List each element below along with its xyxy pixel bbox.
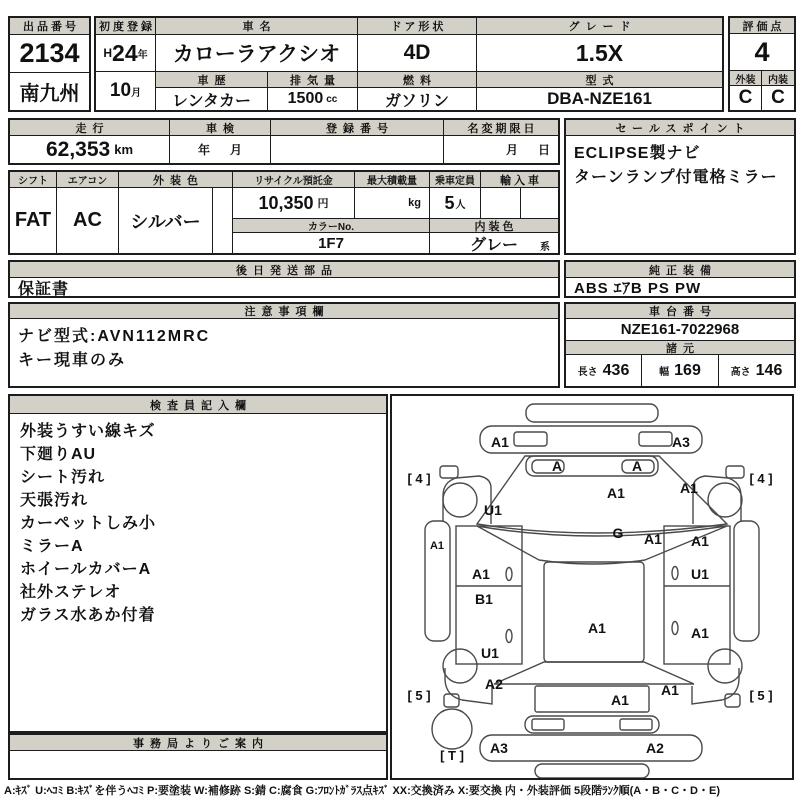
panel-label-door-rear-right: A1 xyxy=(691,625,709,641)
door-handle-fr xyxy=(672,567,678,580)
inspector-note: ミラーA xyxy=(20,538,84,555)
notes-label: 注意事項欄 xyxy=(10,304,558,319)
inspector-note: ガラス水あか付着 xyxy=(20,607,156,624)
color-no-value: 1F7 xyxy=(233,233,430,253)
panel-label-quarter-rear-left-b: A2 xyxy=(485,676,503,692)
grade-value: 1.5X xyxy=(477,35,722,72)
name-change-label: 名変期限日 xyxy=(444,120,558,136)
roof-shape xyxy=(544,562,644,662)
notes-line: キー現車のみ xyxy=(18,352,127,369)
car-diagram xyxy=(392,396,792,778)
model-label: 型式 xyxy=(477,72,722,88)
car-name: カローラアクシオ xyxy=(156,35,358,72)
height-value: 146 xyxy=(755,361,783,379)
legend-text: A:ｷｽﾞ U:ﾍｺﾐ B:ｷｽﾞを伴うﾍｺﾐ P:要塗装 W:補修跡 S:錆 C:腐食 G:ﾌﾛﾝﾄｶﾞﾗｽ点ｷｽﾞ XX:交換済み X:要交換 内・外装評価 5段階ﾗﾝｸ順(A・B・C・D・E) xyxy=(4,785,721,797)
capacity-label: 乗車定員 xyxy=(430,172,481,188)
interior-label: 内装 xyxy=(762,70,794,86)
panel-label-windshield: G xyxy=(612,525,624,541)
shaken-value: 年 月 xyxy=(170,136,271,163)
width-cell: 幅 169 xyxy=(642,355,719,386)
exterior-grade: C xyxy=(730,86,762,110)
genuine-equip-label: 純正装備 xyxy=(566,262,794,278)
payload-value: kg xyxy=(355,188,430,218)
mileage-row-box xyxy=(8,118,560,165)
inspector-box xyxy=(8,394,388,733)
tire-label-rear-left: [ 5 ] xyxy=(407,688,431,703)
panel-label-rocker-left: A1 xyxy=(429,540,445,552)
recycle-label: リサイクル預託金 xyxy=(233,172,355,188)
panel-label-door-front-left-b: B1 xyxy=(475,591,493,607)
sales-point-lines xyxy=(566,136,794,196)
ext-color-code-cell xyxy=(212,188,233,253)
grade-label: グレード xyxy=(477,18,722,35)
door-handle-rl xyxy=(506,630,512,643)
score-label: 評価点 xyxy=(730,18,794,34)
door-handle-rr xyxy=(672,622,678,635)
panel-label-trunk: A1 xyxy=(611,692,629,708)
wheel-front-left xyxy=(443,483,477,517)
score-value: 4 xyxy=(754,36,770,67)
length-value: 436 xyxy=(602,361,630,379)
chassis-label: 車台番号 xyxy=(566,304,794,319)
aircon-value: AC xyxy=(57,188,119,253)
int-color-suffix: 系 xyxy=(540,242,550,253)
tire-label-rear-right: [ 5 ] xyxy=(749,688,773,703)
reg-no-label: 登録番号 xyxy=(271,120,444,136)
inspector-note: シート汚れ xyxy=(20,469,106,486)
mileage-label: 走行 xyxy=(10,120,170,136)
fender-tab-left xyxy=(440,466,458,478)
headlight-right-shape xyxy=(639,432,672,446)
interior-grade: C xyxy=(771,87,785,108)
rocker-right-shape xyxy=(734,521,759,641)
damage-diagram-box xyxy=(390,394,794,780)
name-change-value: 月 日 xyxy=(505,143,550,157)
height-cell: 高さ 146 xyxy=(730,361,783,379)
width-value: 169 xyxy=(674,361,701,379)
auction-no-value: 2134 xyxy=(10,35,89,73)
panel-label-hood: A1 xyxy=(607,485,625,501)
auction-no-label: 出品番号 xyxy=(10,18,89,35)
first-reg-month: 10 月 xyxy=(96,72,156,110)
displacement-label: 排気量 xyxy=(268,72,358,88)
door-label: ドア形状 xyxy=(358,18,477,35)
inspector-label: 検査員記入欄 xyxy=(10,396,386,414)
tire-label-front-right: [ 4 ] xyxy=(749,471,773,486)
dims-label: 諸元 xyxy=(566,340,794,355)
chassis-no: NZE161-7022968 xyxy=(620,321,740,338)
chassis-box xyxy=(564,302,796,388)
inspector-note: 社外ステレオ xyxy=(20,584,122,601)
inspector-note: 外装うすい線キズ xyxy=(20,423,156,440)
tire-label-spare: [ T ] xyxy=(440,748,464,763)
sales-point-label: セールスポイント xyxy=(566,120,794,136)
reg-no-value xyxy=(271,136,444,163)
aircon-label: エアコン xyxy=(57,172,119,188)
inspector-note: カーペットしみ小 xyxy=(20,515,157,532)
vehicle-header-box xyxy=(94,16,724,112)
ext-color-value: シルバー xyxy=(130,211,201,232)
shift-label: シフト xyxy=(10,172,57,188)
panel-label-door-front-right-b: U1 xyxy=(691,566,709,582)
sales-point-line: ターンランプ付電格ミラー xyxy=(574,169,778,186)
quarter-tab-right xyxy=(725,694,740,707)
import-divider xyxy=(520,188,521,218)
notes-line: ナビ型式:AVN112MRC xyxy=(18,328,211,345)
trunk-shape xyxy=(535,686,649,712)
inspector-note: ホイールカバーA xyxy=(20,561,152,578)
auction-house: 南九州 xyxy=(19,83,80,105)
windshield-shape xyxy=(477,526,727,564)
wheel-rear-left xyxy=(443,649,477,683)
panel-label-fender-front-right: A1 xyxy=(680,480,698,496)
recycle-value: 10,350 円 xyxy=(233,188,355,218)
capacity-value: 5 人 xyxy=(430,188,481,218)
panel-label-rear-bumper-right: A2 xyxy=(646,740,664,756)
panel-label-door-front-right-a: A1 xyxy=(691,533,709,549)
payload-label: 最大積載量 xyxy=(355,172,430,188)
ext-color-label: 外装色 xyxy=(119,172,233,188)
panel-label-quarter-rear-right: A1 xyxy=(661,682,679,698)
displacement-value: 1500 cc xyxy=(268,88,358,110)
quarter-right-shape xyxy=(692,668,739,704)
panel-label-front-bumper-right: A3 xyxy=(672,434,690,450)
fuel-value: ガソリン xyxy=(358,88,477,110)
shift-value: FAT xyxy=(10,188,57,253)
length-cell: 長さ 436 xyxy=(566,355,642,386)
spare-tire-shape xyxy=(432,709,472,749)
sales-point-line: ECLIPSE製ナビ xyxy=(574,145,701,162)
inspector-note: 下廻りAU xyxy=(20,446,97,463)
panel-label-grille-right: A xyxy=(631,458,643,474)
office-box xyxy=(8,733,388,780)
panel-label-roof: A1 xyxy=(588,620,606,636)
inspector-note: 天張汚れ xyxy=(20,492,89,509)
headlight-left-shape xyxy=(514,432,547,446)
notes-box xyxy=(8,302,560,388)
rear-bumper-shape xyxy=(480,735,702,761)
first-reg-label: 初度登録 xyxy=(96,18,156,35)
wheel-front-right xyxy=(708,483,742,517)
panel-label-cowl-right: A1 xyxy=(644,531,662,547)
quarter-tab-left xyxy=(444,694,459,707)
genuine-equip-value: ABS ｴｱB PS PW xyxy=(574,279,702,297)
later-parts-value: 保証書 xyxy=(18,280,70,298)
fender-tab-right xyxy=(726,466,744,478)
tire-label-front-left: [ 4 ] xyxy=(407,471,431,486)
panel-label-door-front-left-a: A1 xyxy=(472,566,490,582)
auction-no-box xyxy=(8,16,91,112)
wheel-rear-right xyxy=(708,649,742,683)
genuine-equip-box xyxy=(564,260,796,298)
fuel-label: 燃料 xyxy=(358,72,477,88)
import-cell xyxy=(481,188,558,218)
front-lip-shape xyxy=(526,404,658,422)
panel-label-front-bumper-left: A1 xyxy=(491,434,509,450)
rear-window-shape xyxy=(494,662,694,684)
history-value: レンタカー xyxy=(156,88,268,110)
model-value: DBA-NZE161 xyxy=(547,89,652,108)
history-label: 車歴 xyxy=(156,72,268,88)
equipment-row-box xyxy=(8,170,560,255)
office-label: 事務局よりご案内 xyxy=(10,735,386,751)
exterior-label: 外装 xyxy=(730,70,762,86)
inspector-notes xyxy=(10,418,386,629)
score-box xyxy=(728,16,796,112)
sales-point-box xyxy=(564,118,796,255)
import-label: 輸入車 xyxy=(481,172,558,188)
later-parts-box xyxy=(8,260,560,298)
later-parts-label: 後日発送部品 xyxy=(10,262,558,278)
taillight-left xyxy=(532,719,564,730)
notes-lines xyxy=(10,319,558,379)
panel-label-grille-left: A xyxy=(551,458,563,474)
front-bumper-shape xyxy=(480,426,702,453)
int-color-label: 内装色 xyxy=(430,218,558,233)
first-reg-era: H xyxy=(103,46,113,60)
rear-lip-shape xyxy=(535,764,649,778)
panel-label-rear-bumper-left: A3 xyxy=(490,740,508,756)
door-handle-fl xyxy=(506,568,512,581)
taillight-right xyxy=(620,719,652,730)
rocker-left-shape xyxy=(425,521,450,641)
shaken-label: 車検 xyxy=(170,120,271,136)
int-color-value: グレー 系 xyxy=(469,236,550,254)
door-value: 4D xyxy=(358,35,477,72)
first-reg-year: H 24 年 xyxy=(96,35,156,72)
panel-label-fender-front-left: U1 xyxy=(484,502,502,518)
color-no-label: カラーNo. xyxy=(233,218,430,233)
mileage-value: 62,353 km xyxy=(10,136,170,163)
panel-label-quarter-rear-left-a: U1 xyxy=(481,645,499,661)
car-name-label: 車名 xyxy=(156,18,358,35)
fender-front-right-shape xyxy=(693,476,741,524)
